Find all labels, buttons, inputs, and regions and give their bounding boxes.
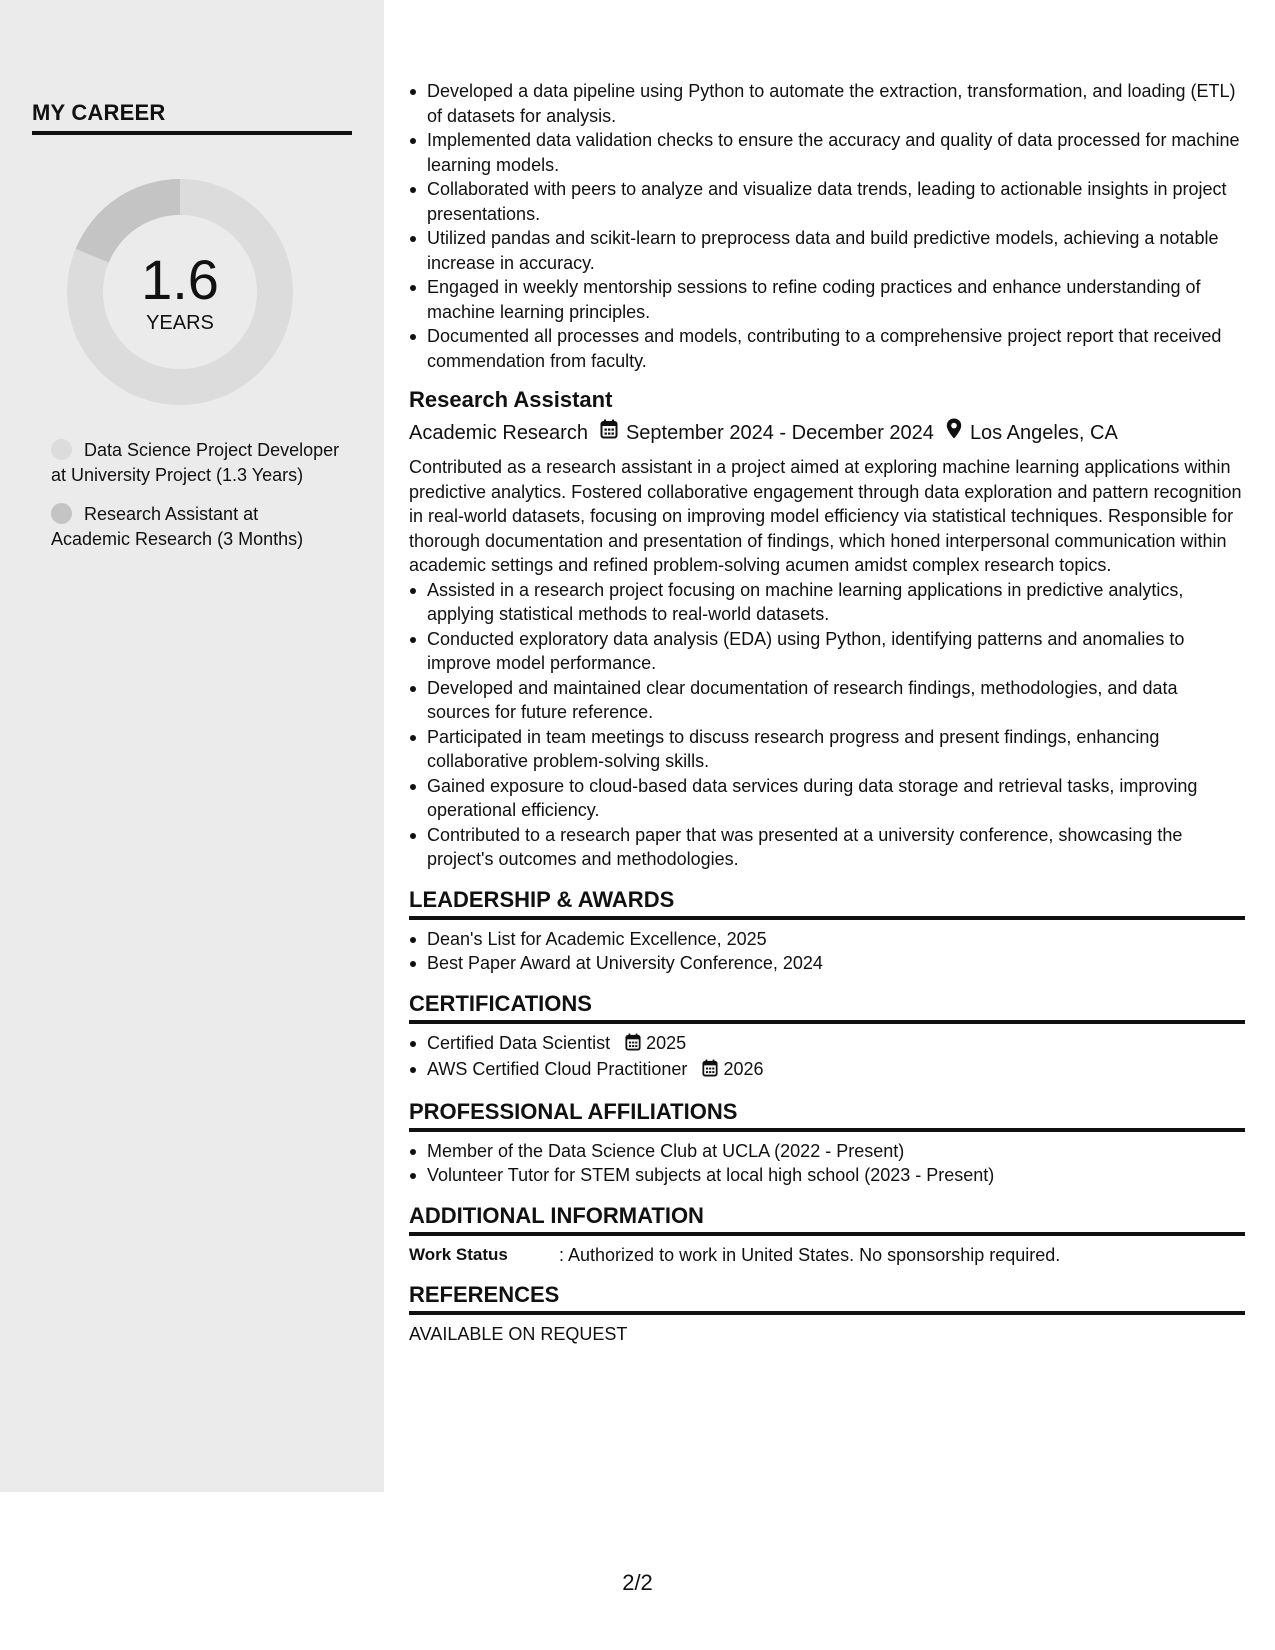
calendar-icon <box>625 1033 641 1058</box>
cert-name: AWS Certified Cloud Practitioner <box>427 1059 688 1079</box>
location-pin-icon <box>946 418 962 447</box>
list-item: Assisted in a research project focusing on machine learning applications in predictive analytics, applying statistical methods to real-world datasets. <box>409 578 1245 627</box>
legend-item <box>51 502 341 552</box>
job-meta <box>409 418 1245 447</box>
calendar-icon <box>600 419 618 447</box>
list-item: Best Paper Award at University Conference, 2024 <box>409 951 1245 976</box>
career-heading: MY CAREER <box>32 100 352 135</box>
list-item: Documented all processes and models, contributing to a comprehensive project report that received commendation from faculty. <box>409 324 1245 373</box>
job-title: Research Assistant <box>409 387 613 412</box>
main-content <box>409 79 1245 1347</box>
job-location: Los Angeles, CA <box>969 421 1118 444</box>
certifications-list <box>409 1031 1245 1084</box>
cert-year: 2026 <box>723 1059 764 1079</box>
list-item: Developed a data pipeline using Python to automate the extraction, transformation, and loading (ETL) of datasets for analysis. <box>409 79 1245 128</box>
cert-year: 2025 <box>646 1032 687 1053</box>
list-item <box>409 1057 1245 1084</box>
list-item: Dean's List for Academic Excellence, 2025 <box>409 927 1245 952</box>
legend-dot <box>51 503 72 524</box>
section-title-references: REFERENCES <box>409 1281 1245 1315</box>
list-item: Member of the Data Science Club at UCLA (2022 - Present) <box>409 1139 1245 1164</box>
legend-item <box>51 438 341 488</box>
affiliations-list <box>409 1139 1245 1188</box>
career-legend <box>51 438 341 566</box>
career-donut-chart <box>66 178 294 406</box>
previous-job-bullets <box>409 79 1245 373</box>
leadership-list <box>409 927 1245 976</box>
work-status-label: Work Status <box>409 1244 508 1264</box>
legend-dot <box>51 439 72 460</box>
list-item: Implemented data validation checks to ensure the accuracy and quality of data processed for machine learning models. <box>409 128 1245 177</box>
job-description: Contributed as a research assistant in a project aimed at exploring machine learning applications within predictive analytics. Fostered collaborative engagement through data exploration and pattern recognition in real-world datasets, focusing on improving model efficiency via statistical techniques. Responsible for thorough documentation and presentation of findings, which honed interpersonal communication within academic settings and refined problem-solving acumen amidst complex research topics. <box>409 457 1242 575</box>
job-dates: September 2024 - December 2024 <box>625 421 934 444</box>
employer: Academic Research <box>409 421 588 444</box>
list-item: Collaborated with peers to analyze and visualize data trends, leading to actionable insights in project presentations. <box>409 177 1245 226</box>
legend-label: Research Assistant at Academic Research (3 Months) <box>51 504 304 549</box>
list-item: Volunteer Tutor for STEM subjects at local high school (2023 - Present) <box>409 1163 1245 1188</box>
list-item: Participated in team meetings to discuss research progress and present findings, enhancing collaborative problem-solving skills. <box>409 725 1245 774</box>
section-title-additional: ADDITIONAL INFORMATION <box>409 1202 1245 1236</box>
list-item <box>409 1031 1245 1058</box>
work-status-row <box>409 1243 1245 1268</box>
section-title-certifications: CERTIFICATIONS <box>409 990 1245 1024</box>
list-item: Utilized pandas and scikit-learn to preprocess data and build predictive models, achieving a notable increase in accuracy. <box>409 226 1245 275</box>
section-title-affiliations: PROFESSIONAL AFFILIATIONS <box>409 1098 1245 1132</box>
page-number: 2/2 <box>622 1570 653 1595</box>
references-text: AVAILABLE ON REQUEST <box>409 1324 628 1344</box>
career-total-value: 1.6 <box>141 248 219 311</box>
research-job-bullets <box>409 578 1245 872</box>
list-item: Gained exposure to cloud-based data services during data storage and retrieval tasks, improving operational efficiency. <box>409 774 1245 823</box>
legend-label: Data Science Project Developer at University Project (1.3 Years) <box>51 440 340 485</box>
career-total-unit: YEARS <box>146 312 214 334</box>
list-item: Conducted exploratory data analysis (EDA) using Python, identifying patterns and anomalies to improve model performance. <box>409 627 1245 676</box>
sidebar <box>0 0 384 1492</box>
section-title-leadership: LEADERSHIP & AWARDS <box>409 886 1245 920</box>
work-status-value: : Authorized to work in United States. No sponsorship required. <box>559 1244 1061 1265</box>
cert-name: Certified Data Scientist <box>427 1032 611 1053</box>
list-item: Contributed to a research paper that was presented at a university conference, showcasing the project's outcomes and methodologies. <box>409 823 1245 872</box>
list-item: Developed and maintained clear documentation of research findings, methodologies, and data sources for future reference. <box>409 676 1245 725</box>
calendar-icon <box>702 1059 718 1084</box>
list-item: Engaged in weekly mentorship sessions to refine coding practices and enhance understanding of machine learning principles. <box>409 275 1245 324</box>
